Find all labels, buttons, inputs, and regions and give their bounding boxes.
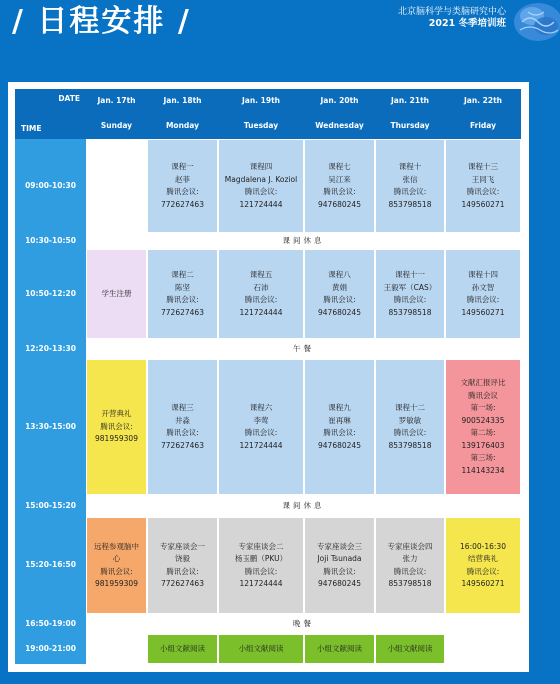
meeting-id: 947680245 bbox=[318, 307, 361, 317]
event-title-cont: 心 bbox=[112, 554, 121, 563]
event-title: 开营典礼 bbox=[101, 409, 132, 419]
meeting-label: 腾讯会议: bbox=[166, 187, 199, 196]
meeting-label: 腾讯会议: bbox=[100, 566, 133, 576]
course-title: 课程四 bbox=[249, 162, 273, 171]
course-title: 课程七 bbox=[328, 162, 351, 171]
session-label: 第二场: bbox=[470, 428, 496, 437]
lecturer: 崔再琳 bbox=[328, 415, 351, 425]
meeting-id: 900524335 bbox=[461, 415, 505, 425]
meeting-label: 腾讯会议: bbox=[466, 187, 500, 196]
day-weekday: Wednesday bbox=[315, 121, 364, 131]
speaker: Joji Tsunada bbox=[317, 554, 362, 563]
report-contest-block bbox=[446, 360, 520, 494]
meeting-id: 853798518 bbox=[388, 307, 432, 317]
meeting-id: 121724444 bbox=[239, 579, 283, 588]
meeting-label: 腾讯会议: bbox=[323, 428, 356, 437]
event-title: 专家座谈会二 bbox=[238, 541, 284, 551]
day-date: Jan. 21th bbox=[390, 96, 429, 106]
meeting-id: 121724444 bbox=[239, 440, 283, 450]
speaker: 杨玉鹏（PKU） bbox=[234, 554, 288, 563]
course-title: 课程十一 bbox=[395, 270, 425, 279]
time-slot: 12:20-13:30 bbox=[15, 339, 86, 359]
panel-talk-block bbox=[305, 518, 374, 613]
course-block bbox=[148, 140, 217, 232]
meeting-id: 121724444 bbox=[239, 307, 283, 317]
course-block bbox=[219, 360, 303, 494]
meeting-id: 981959309 bbox=[95, 434, 138, 444]
speaker: 饶毅 bbox=[175, 554, 190, 563]
event-title: 结营典礼 bbox=[468, 554, 498, 563]
opening-ceremony-block bbox=[87, 360, 146, 494]
day-weekday: Friday bbox=[469, 121, 496, 131]
course-title: 课程二 bbox=[171, 270, 194, 279]
course-block bbox=[376, 360, 444, 494]
day-date: Jan. 17th bbox=[97, 96, 136, 106]
day-weekday: Monday bbox=[165, 121, 200, 131]
day-date: Jan. 20th bbox=[320, 96, 359, 106]
meeting-label: 腾讯会议: bbox=[166, 295, 199, 304]
event-title: 专家座谈会三 bbox=[317, 541, 362, 551]
meeting-label: 腾讯会议: bbox=[323, 566, 356, 576]
lecturer: 张信 bbox=[402, 174, 418, 184]
lunch-row: 午餐 bbox=[293, 343, 314, 353]
lecturer: Magdalena J. Koziol bbox=[224, 174, 298, 184]
brain-logo-icon bbox=[508, 0, 560, 52]
lecturer: 赵菲 bbox=[175, 174, 190, 184]
meeting-label: 腾讯会议: bbox=[244, 566, 278, 576]
meeting-label: 腾讯会议: bbox=[393, 566, 427, 576]
meeting-id: 853798518 bbox=[388, 440, 432, 450]
meeting-label: 腾讯会议: bbox=[323, 295, 356, 304]
lecturer: 陈坚 bbox=[175, 282, 190, 292]
date-axis-label: DATE bbox=[58, 94, 80, 103]
event-time: 16:00-16:30 bbox=[460, 541, 506, 551]
meeting-label: 腾讯会议: bbox=[244, 295, 278, 304]
day-weekday: Tuesday bbox=[243, 121, 279, 131]
course-block bbox=[148, 360, 217, 494]
time-slot: 09:00-10:30 bbox=[15, 139, 86, 233]
meeting-id: 772627463 bbox=[161, 307, 204, 317]
time-slot: 10:50-12:20 bbox=[15, 249, 86, 339]
course-title: 课程十三 bbox=[468, 162, 498, 171]
reading-block: 小组文献阅读 bbox=[305, 635, 374, 663]
meeting-id: 772627463 bbox=[161, 579, 204, 588]
meeting-label: 腾讯会议: bbox=[166, 428, 199, 437]
registration-block: 学生注册 bbox=[87, 250, 146, 338]
day-date: Jan. 18th bbox=[163, 96, 202, 106]
course-title: 课程五 bbox=[249, 270, 273, 279]
lecturer: 孙文智 bbox=[471, 282, 495, 292]
meeting-id: 121724444 bbox=[239, 199, 283, 209]
time-slot: 19:00-21:00 bbox=[15, 634, 86, 664]
meeting-id: 139176403 bbox=[461, 440, 505, 450]
reading-block: 小组文献阅读 bbox=[148, 635, 217, 663]
day-weekday: Sunday bbox=[100, 121, 133, 131]
course-block bbox=[219, 250, 303, 338]
panel-talk-block bbox=[376, 518, 444, 613]
speaker: 张力 bbox=[402, 554, 418, 563]
lecturer: 李莺 bbox=[253, 415, 269, 425]
meeting-id: 853798518 bbox=[388, 199, 432, 209]
course-title: 课程三 bbox=[171, 403, 194, 412]
course-block bbox=[446, 140, 520, 232]
course-title: 课程一 bbox=[171, 162, 194, 171]
day-date: Jan. 19th bbox=[241, 96, 280, 106]
event-title: 文献汇报评比 bbox=[460, 378, 506, 387]
course-block bbox=[446, 250, 520, 338]
time-slot: 13:30-15:00 bbox=[15, 359, 86, 495]
meeting-label: 腾讯会议: bbox=[244, 428, 278, 437]
course-block bbox=[376, 250, 444, 338]
dinner-row: 晚餐 bbox=[293, 618, 314, 628]
meeting-label: 腾讯会议: bbox=[466, 566, 500, 576]
meeting-label: 腾讯会议: bbox=[244, 187, 278, 196]
course-title: 课程八 bbox=[328, 270, 351, 279]
meeting-label: 腾讯会议: bbox=[393, 295, 427, 304]
session-label: 第一场: bbox=[470, 403, 496, 412]
lecturer: 吴江来 bbox=[328, 174, 351, 184]
course-title: 课程六 bbox=[249, 403, 273, 412]
panel-talk-block bbox=[219, 518, 303, 613]
time-slot: 10:30-10:50 bbox=[15, 233, 86, 249]
day-header-thursday bbox=[375, 89, 445, 139]
break-row: 课间休息 bbox=[282, 235, 325, 245]
page-title: / 日程安排 / bbox=[12, 4, 191, 39]
day-header-sunday bbox=[86, 89, 147, 139]
course-block bbox=[376, 140, 444, 232]
course-title: 课程十二 bbox=[395, 403, 425, 412]
course-title: 课程九 bbox=[328, 403, 351, 412]
course-block bbox=[219, 140, 303, 232]
break-row: 课间休息 bbox=[282, 500, 325, 510]
schedule-table bbox=[8, 82, 529, 672]
course-block bbox=[305, 250, 374, 338]
meeting-id: 772627463 bbox=[161, 199, 204, 209]
meeting-id: 149560271 bbox=[461, 199, 505, 209]
meeting-id: 947680245 bbox=[318, 199, 361, 209]
day-header-monday bbox=[147, 89, 218, 139]
lecturer: 黄娟 bbox=[332, 282, 347, 292]
event-title: 专家座谈会一 bbox=[160, 541, 205, 551]
meeting-id: 947680245 bbox=[318, 440, 361, 450]
session-label: 第三场: bbox=[470, 453, 496, 462]
course-block bbox=[148, 250, 217, 338]
course-title: 课程十 bbox=[398, 162, 422, 171]
reading-block: 小组文献阅读 bbox=[376, 635, 444, 663]
meeting-label: 腾讯会议: bbox=[393, 187, 427, 196]
lecturer: 罗敏敏 bbox=[398, 415, 422, 425]
time-axis-label: TIME bbox=[21, 123, 42, 133]
lecturer: 王同飞 bbox=[471, 174, 495, 184]
meeting-id: 853798518 bbox=[388, 579, 432, 588]
meeting-label: 腾讯会议: bbox=[323, 187, 356, 196]
meeting-label: 腾讯会议: bbox=[100, 421, 133, 431]
time-slot: 15:00-15:20 bbox=[15, 495, 86, 517]
day-header-tuesday bbox=[218, 89, 304, 139]
course-block bbox=[305, 360, 374, 494]
meeting-label: 腾讯会议: bbox=[393, 428, 427, 437]
meeting-id: 114143234 bbox=[461, 465, 505, 475]
meeting-label: 腾讯会议 bbox=[468, 390, 498, 400]
program-name: 2021 冬季培训班 bbox=[428, 18, 506, 29]
institute-name: 北京脑科学与类脑研究中心 bbox=[397, 7, 506, 17]
meeting-id: 149560271 bbox=[461, 579, 505, 588]
remote-visit-block bbox=[87, 518, 146, 613]
time-slot: 16:50-19:00 bbox=[15, 614, 86, 634]
time-slot: 15:20-16:50 bbox=[15, 517, 86, 614]
course-block bbox=[305, 140, 374, 232]
meeting-id: 149560271 bbox=[461, 307, 505, 317]
event-title: 专家座谈会四 bbox=[387, 541, 433, 551]
day-header-wednesday bbox=[304, 89, 375, 139]
meeting-id: 981959309 bbox=[95, 579, 138, 588]
meeting-id: 772627463 bbox=[161, 440, 204, 450]
day-header-friday bbox=[445, 89, 521, 139]
meeting-label: 腾讯会议: bbox=[466, 295, 500, 304]
reading-block: 小组文献阅读 bbox=[219, 635, 303, 663]
lecturer: 井淼 bbox=[175, 415, 190, 425]
event-title: 远程参观脑中 bbox=[94, 541, 139, 551]
lecturer: 王毅军（CAS） bbox=[383, 282, 437, 292]
day-weekday: Thursday bbox=[390, 121, 430, 131]
lecturer: 石沛 bbox=[253, 282, 269, 292]
meeting-id: 947680245 bbox=[318, 579, 361, 588]
table-corner bbox=[15, 89, 86, 139]
meeting-label: 腾讯会议: bbox=[166, 566, 199, 576]
day-date: Jan. 22th bbox=[463, 96, 502, 106]
course-title: 课程十四 bbox=[468, 270, 498, 279]
panel-talk-block bbox=[148, 518, 217, 613]
closing-ceremony-block bbox=[446, 518, 520, 613]
organizer-block bbox=[360, 6, 506, 30]
